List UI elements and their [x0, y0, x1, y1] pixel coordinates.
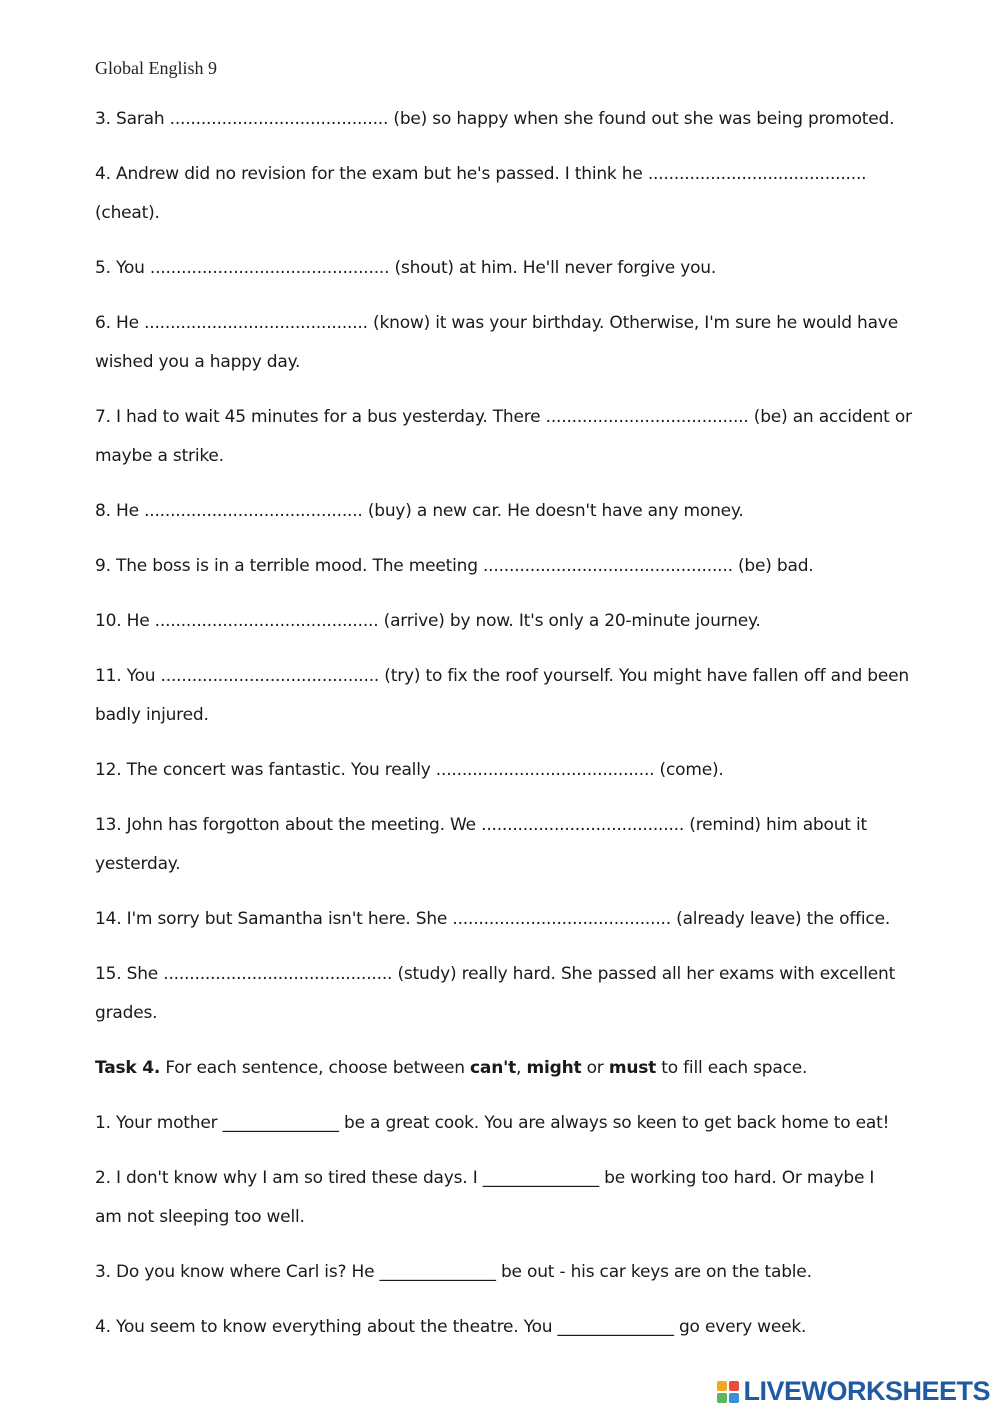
worksheet-header: Global English 9	[95, 58, 217, 78]
task4-item: am not sleeping too well.	[95, 1207, 305, 1227]
task4-intro-end: to fill each space.	[656, 1058, 808, 1078]
exercise-line: 9. The boss is in a terrible mood. The meeting ................................................ (be) bad.	[95, 556, 814, 576]
liveworksheets-logo	[717, 1376, 990, 1407]
exercise-line: wished you a happy day.	[95, 352, 301, 372]
exercise-line: 8. He .......................................... (buy) a new car. He doesn't have any money.	[95, 501, 744, 521]
exercise-line: yesterday.	[95, 854, 181, 874]
task4-item: 2. I don't know why I am so tired these days. I ______________ be working too hard. Or maybe I	[95, 1168, 875, 1188]
separator: ,	[516, 1058, 527, 1078]
task4-item: 1. Your mother ______________ be a great cook. You are always so keen to get back home to eat!	[95, 1113, 890, 1133]
exercise-line: 7. I had to wait 45 minutes for a bus yesterday. There ....................................... (be) an accident or	[95, 407, 912, 427]
exercise-line: 15. She ............................................ (study) really hard. She passed all her exams with excellent	[95, 964, 896, 984]
task4-instructions	[95, 1058, 807, 1078]
exercise-line: 10. He ........................................... (arrive) by now. It's only a 20-minute journey.	[95, 611, 761, 631]
task4-intro: For each sentence, choose between	[160, 1058, 471, 1078]
exercise-line: 14. I'm sorry but Samantha isn't here. She .......................................... (already leave) the office.	[95, 909, 891, 929]
brand-name: LIVEWORKSHEETS	[743, 1376, 990, 1406]
task4-label: Task 4.	[95, 1058, 161, 1078]
exercise-line: badly injured.	[95, 705, 209, 725]
option-cant: can't	[470, 1058, 517, 1078]
exercise-line: (cheat).	[95, 203, 160, 223]
exercise-line: 5. You .............................................. (shout) at him. He'll never forgive you.	[95, 258, 717, 278]
task4-item: 4. You seem to know everything about the theatre. You ______________ go every week.	[95, 1317, 807, 1337]
task4-item: 3. Do you know where Carl is? He ______________ be out - his car keys are on the table.	[95, 1262, 812, 1282]
exercise-line: 4. Andrew did no revision for the exam but he's passed. I think he ..........................................	[95, 164, 867, 184]
exercise-line: 12. The concert was fantastic. You really .......................................... (come).	[95, 760, 724, 780]
exercise-line: 3. Sarah .......................................... (be) so happy when she found out she was being promoted.	[95, 109, 895, 129]
exercise-line: grades.	[95, 1003, 158, 1023]
exercise-line: maybe a strike.	[95, 446, 224, 466]
liveworksheets-icon	[717, 1381, 739, 1403]
exercise-line: 6. He ........................................... (know) it was your birthday. Otherwise, I'm sure he would have	[95, 313, 898, 333]
separator: or	[581, 1058, 609, 1078]
option-might: might	[526, 1058, 582, 1078]
exercise-line: 13. John has forgotton about the meeting. We ....................................... (remind) him about it	[95, 815, 867, 835]
exercise-line: 11. You .......................................... (try) to fix the roof yourself. You might have fallen off and been	[95, 666, 909, 686]
option-must: must	[608, 1058, 657, 1078]
